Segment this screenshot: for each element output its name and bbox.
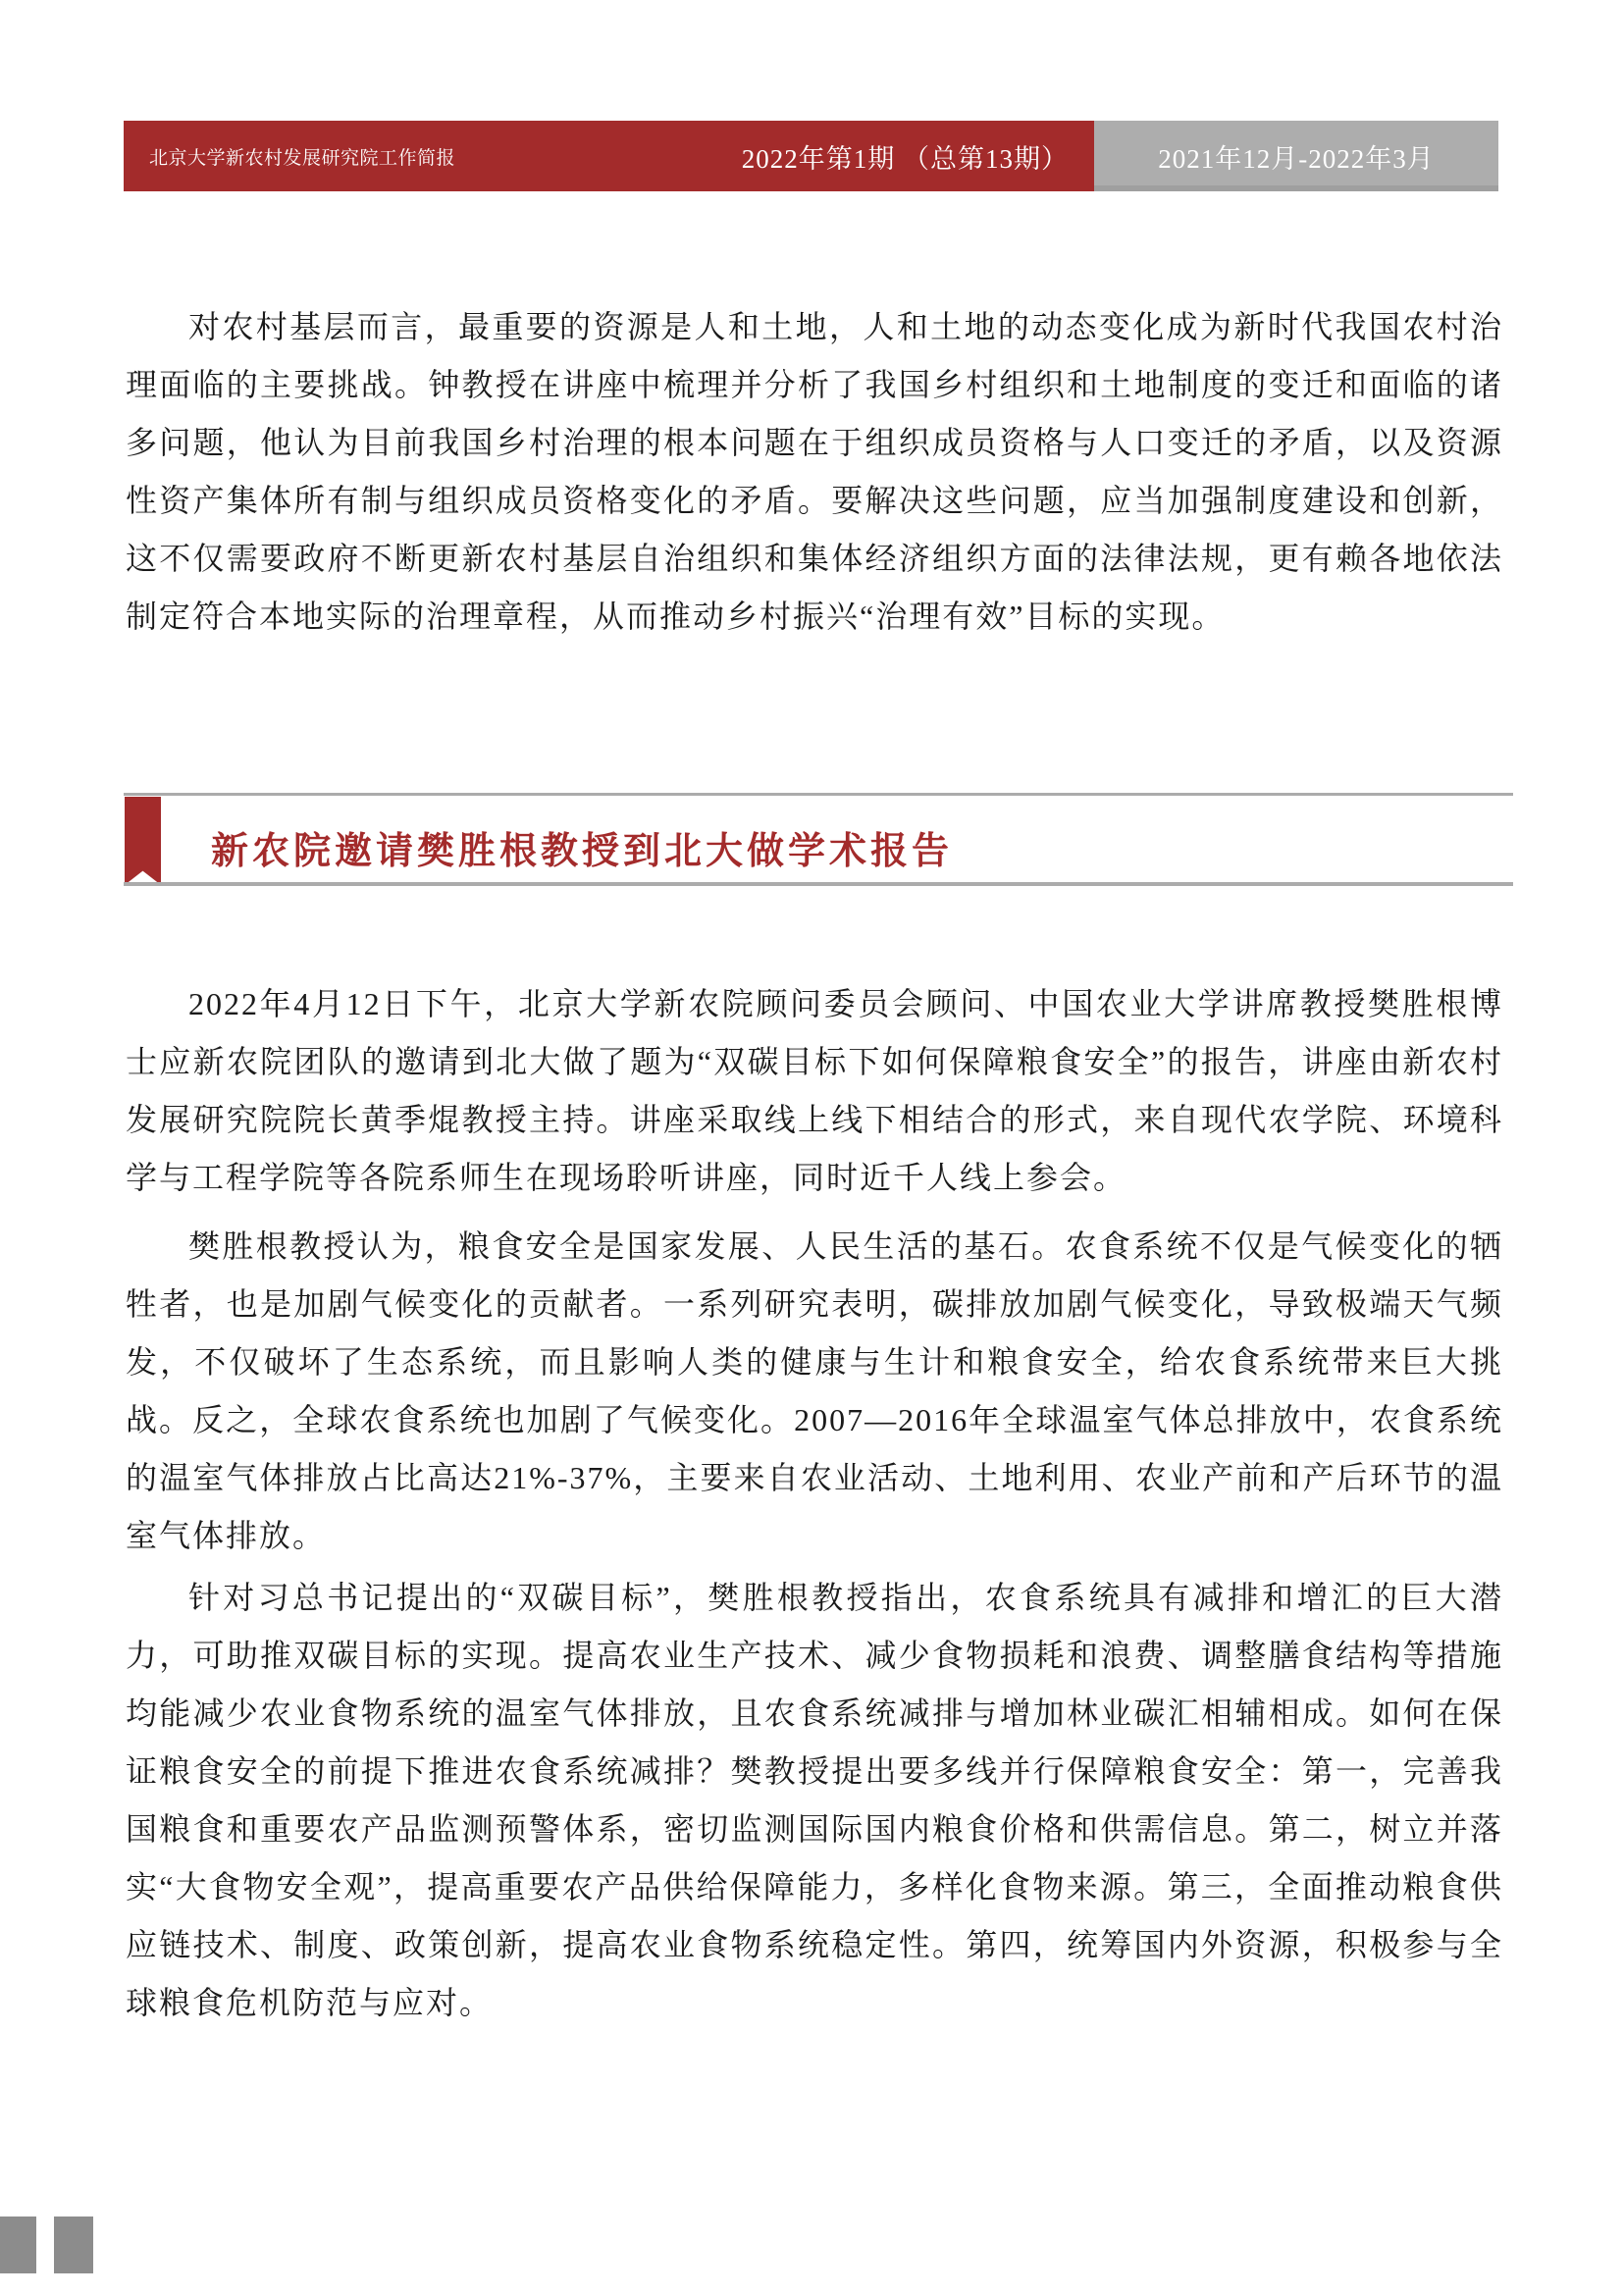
issue-number: 2022年第1期 （总第13期） <box>741 143 1069 174</box>
bookmark-ribbon-icon <box>125 797 161 885</box>
header-red-band <box>124 121 1094 191</box>
header-bar <box>124 121 1498 191</box>
section-heading: 新农院邀请樊胜根教授到北大做学术报告 <box>211 831 954 872</box>
section-paragraph: 针对习总书记提出的“双碳目标”，樊胜根教授指出，农食系统具有减排和增汇的巨大潜力，可助推双碳目标的实现。提高农业生产技术、减少食物损耗和浪费、调整膳食结构等措施均能减少农业食物系统的温室气体排放，且农食系统减排与增加林业碳汇相辅相成。如何在保证粮食安全的前提下推进农食系统减排？樊教授提出要多线并行保障粮食安全：第一，完善我国粮食和重要农产品监测预警体系，密切监测国际国内粮食价格和供需信息。第二，树立并落实“大食物安全观”，提高重要农产品供给保障能力，多样化食物来源。第三，全面推动粮食供应链技术、制度、政策创新，提高农业食物系统稳定性。第四，统筹国内外资源，积极参与全球粮食危机防范与应对。 <box>126 1580 1503 2020</box>
heading-rule-top <box>124 793 1513 796</box>
footer-decoration-square <box>54 2217 93 2273</box>
newsletter-title: 北京大学新农村发展研究院工作简报 <box>149 147 456 169</box>
section-paragraph: 2022年4月12日下午，北京大学新农院顾问委员会顾问、中国农业大学讲席教授樊胜根博士应新农院团队的邀请到北大做了题为“双碳目标下如何保障粮食安全”的报告，讲座由新农村发展研究院院长黄季焜教授主持。讲座采取线上线下相结合的形式，来自现代农学院、环境科学与工程学院等各院系师生在现场聆听讲座，同时近千人线上参会。 <box>126 986 1503 1195</box>
heading-rule-bottom <box>124 882 1513 886</box>
footer-decoration-square <box>0 2217 36 2273</box>
section-paragraph: 樊胜根教授认为，粮食安全是国家发展、人民生活的基石。农食系统不仅是气候变化的牺牲者，也是加剧气候变化的贡献者。一系列研究表明，碳排放加剧气候变化，导致极端天气频发，不仅破坏了生态系统，而且影响人类的健康与生计和粮食安全，给农食系统带来巨大挑战。反之，全球农食系统也加剧了气候变化。2007—2016年全球温室气体总排放中，农食系统的温室气体排放占比高达21%-37%，主要来自农业活动、土地利用、农业产前和产后环节的温室气体排放。 <box>126 1228 1503 1553</box>
date-range: 2021年12月-2022年3月 <box>1158 143 1435 174</box>
intro-paragraph: 对农村基层而言，最重要的资源是人和土地，人和土地的动态变化成为新时代我国农村治理面临的主要挑战。钟教授在讲座中梳理并分析了我国乡村组织和土地制度的变迁和面临的诸多问题，他认为目前我国乡村治理的根本问题在于组织成员资格与人口变迁的矛盾，以及资源性资产集体所有制与组织成员资格变化的矛盾。要解决这些问题，应当加强制度建设和创新，这不仅需要政府不断更新农村基层自治组织和集体经济组织方面的法律法规，更有赖各地依法制定符合本地实际的治理章程，从而推动乡村振兴“治理有效”目标的实现。 <box>126 309 1503 634</box>
header-gray-band <box>1094 121 1498 191</box>
